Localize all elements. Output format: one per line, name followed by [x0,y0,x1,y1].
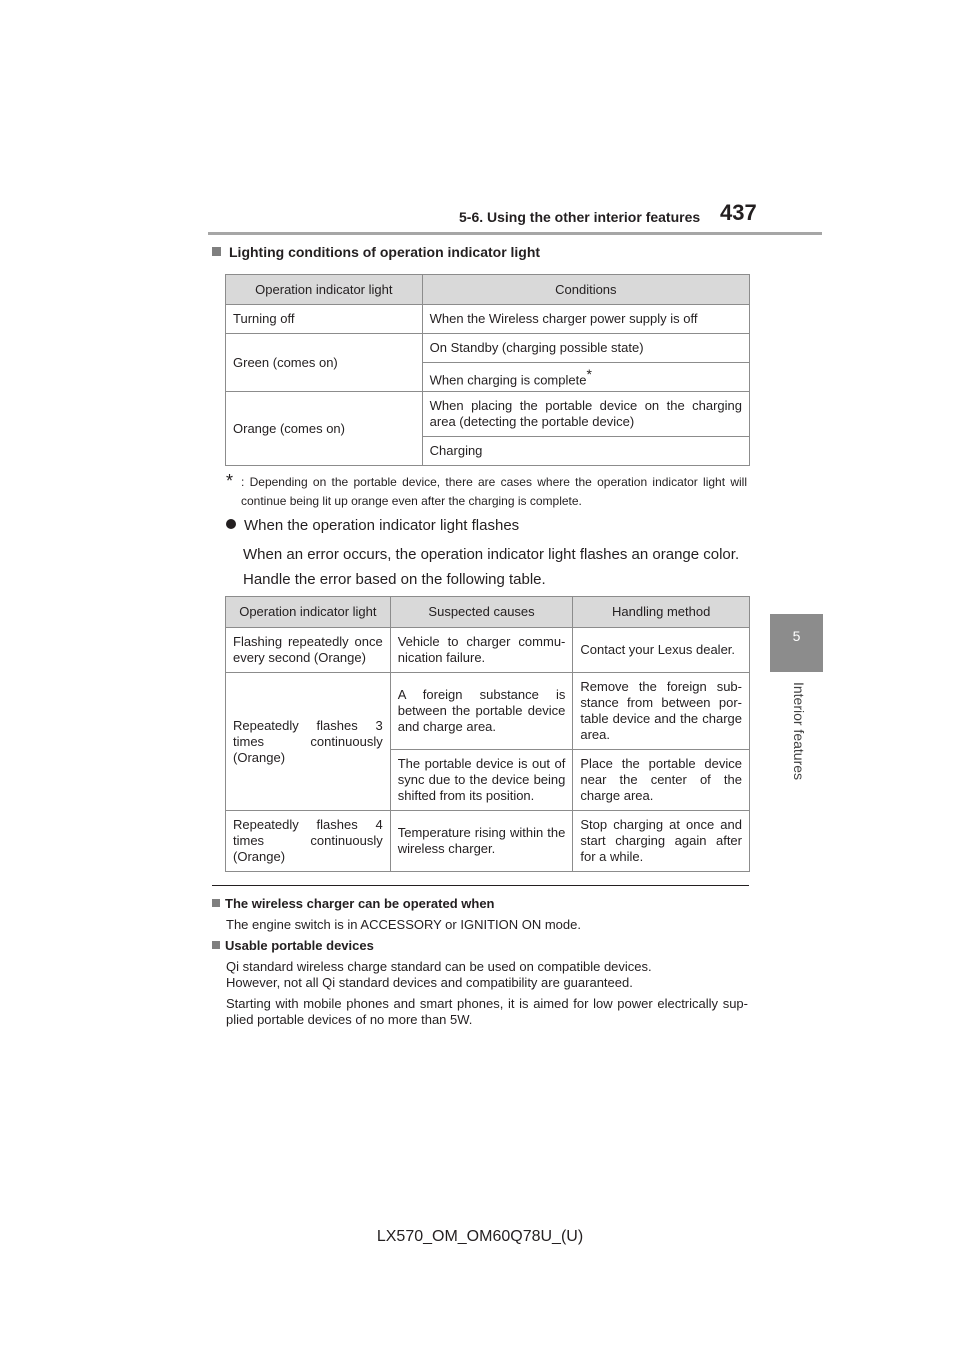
table-cell: Flashing repeatedly once every second (Orange) [226,628,391,673]
bullet-dot-icon [226,519,236,529]
table-row [226,334,750,363]
lighting-conditions-heading: Lighting conditions of operation indicator light [212,244,540,260]
section-divider [212,885,749,886]
table-header-row [226,597,750,628]
note-text: The engine switch is in ACCESSORY or IGNITION ON mode. [226,917,581,932]
column-header: Handling method [573,597,750,628]
note-text: Qi standard wireless charge standard can be used on compatible devices. [226,959,652,974]
square-bullet-icon [212,941,220,949]
table-cell: Remove the foreign sub-stance from between por-table device and the charge area. [573,673,750,750]
table-cell: The portable device is out of sync due to the device being shifted from its position. [390,750,573,811]
table-cell: On Standby (charging possible state) [422,334,749,363]
table-cell: Orange (comes on) [226,392,423,466]
column-header: Operation indicator light [226,275,423,305]
table-cell: Place the portable device near the center of the charge area. [573,750,750,811]
table-row [226,392,750,437]
footnote-marker: * [586,365,592,382]
square-bullet-icon [212,899,220,907]
note-text: Starting with mobile phones and smart phones, it is aimed for low power electrically sup-plied portable devices of no more than 5W. [226,996,748,1027]
table-cell: Charging [422,437,749,466]
table-row [226,628,750,673]
table-cell: Repeatedly flashes 3 times continuously (Orange) [226,673,391,811]
chapter-number: 5 [792,628,801,644]
table-cell: When the Wireless charger power supply is off [422,305,749,334]
table-cell: When placing the portable device on the charging area (detecting the portable device) [422,392,749,437]
chapter-label: Interior features [791,681,807,781]
table-cell: When charging is complete* [422,363,749,392]
table-row [226,811,750,872]
document-code: LX570_OM_OM60Q78U_(U) [376,1228,584,1245]
lighting-conditions-table [225,274,750,466]
table-cell: Repeatedly flashes 4 times continuously (Orange) [226,811,391,872]
note-text: However, not all Qi standard devices and compatibility are guaranteed. [226,975,633,990]
table-row [226,305,750,334]
note-heading: Usable portable devices [212,938,374,953]
table-cell: Stop charging at once and start charging again after for a while. [573,811,750,872]
table-row [226,673,750,750]
footnote-text: : Depending on the portable device, there are cases where the operation indicator light will continue being lit up orange even after the charging is complete. [241,475,747,508]
column-header: Operation indicator light [226,597,391,628]
table-cell: Green (comes on) [226,334,423,392]
table-header-row [226,275,750,305]
flashing-heading: When the operation indicator light flashes [226,517,519,534]
footnote [226,473,747,511]
footnote-marker: * [226,471,234,491]
header-divider [208,232,822,235]
section-title: 5-6. Using the other interior features [459,209,701,225]
page-number: 437 [720,200,757,225]
table-cell: Vehicle to charger commu-nication failure. [390,628,573,673]
table-cell: Contact your Lexus dealer. [573,628,750,673]
flashing-table [225,596,750,872]
table-cell: Temperature rising within the wireless charger. [390,811,573,872]
flashing-description: When an error occurs, the operation indicator light flashes an orange color. Handle the error based on the following table. [243,546,740,588]
chapter-tab [770,614,823,672]
note-heading: The wireless charger can be operated when [212,896,494,911]
table-cell: A foreign substance is between the portable device and charge area. [390,673,573,750]
column-header: Suspected causes [390,597,573,628]
table-cell: Turning off [226,305,423,334]
square-bullet-icon [212,247,221,256]
column-header: Conditions [422,275,749,305]
